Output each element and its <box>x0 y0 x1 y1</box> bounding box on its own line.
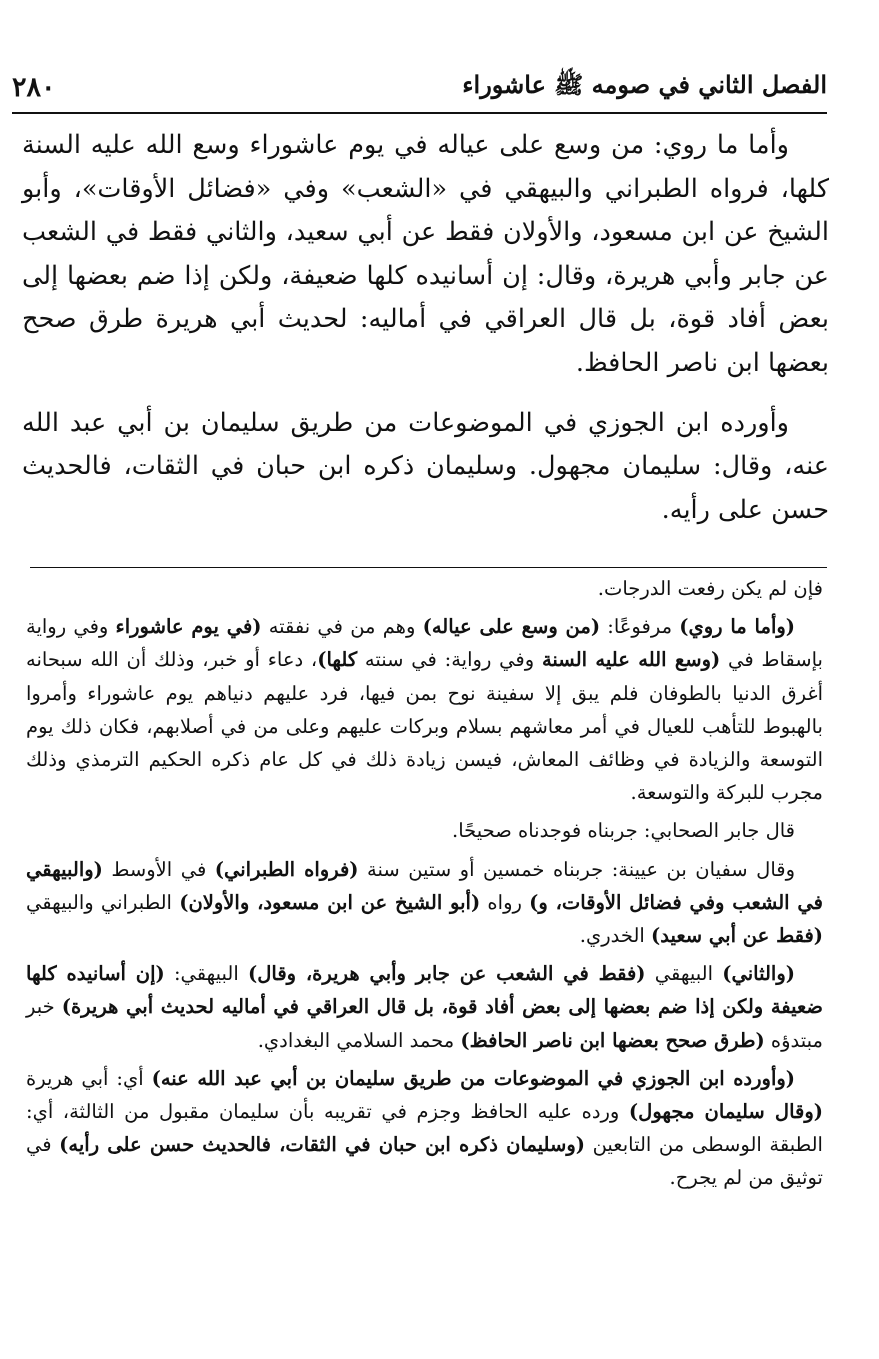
main-text <box>22 124 829 532</box>
main-paragraph-1: وأما ما روي: من وسع على عياله في يوم عاشوراء وسع الله عليه السنة كلها، فرواه الطبراني والبيهقي في «الشعب» وفي «فضائل الأوقات»، وأبو الشيخ عن ابن مسعود، والأولان فقط عن أبي سعيد، والثاني فقط في الشعب عن جابر وأبي هريرة، وقال: إن أسانيده كلها ضعيفة، ولكن إذا ضم بعضها إلى بعض أفاد قوة، بل قال العراقي في أماليه: لحديث أبي هريرة طرق صحح بعضها ابن ناصر الحافظ. <box>22 130 829 378</box>
page-header <box>12 62 827 114</box>
commentary-paragraph-2: (وأما ما روي) مرفوعًا: (من وسع على عياله) وهم من في نفقته (في يوم عاشوراء وفي رواية بإسقاط في (وسع الله عليه السنة وفي رواية: في سنته كلها)، دعاء أو خبر، وذلك أن الله سبحانه أغرق الدنيا بالطوفان فلم يبق إلا سفينة نوح بمن فيها، فرد عليهم دنياهم يوم عاشوراء وأمروا بالهبوط للتأهب للعيال في أمر معاشهم بسلام وبركات عليهم وعلى من في أصلابهم، فكان ذلك يوم التوسعة والزيادة في وظائف المعاش، فيسن زيادة ذلك في كل عام ذكره الحكيم الترمذي وذلك مجرب للبركة والتوسعة. <box>26 615 823 805</box>
commentary-paragraph-4: وقال سفيان بن عيينة: جربناه خمسين أو ستين سنة (فرواه الطبراني) في الأوسط (والبيهقي في الشعب وفي فضائل الأوقات، و) رواه (أبو الشيخ عن ابن مسعود، والأولان) الطبراني والبيهقي (فقط عن أبي سعيد) الخدري. <box>26 857 823 948</box>
commentary-paragraph-6: (وأورده ابن الجوزي في الموضوعات من طريق سليمان بن أبي عبد الله عنه) أي: أبي هريرة (وقال سليمان مجهول) ورده عليه الحافظ وجزم في تقريبه بأن سليمان مقبول من الثالثة، أي: الطبقة الوسطى من التابعين (وسليمان ذكره ابن حبان في الثقات، فالحديث حسن على رأيه) في توثيق من لم يجرح. <box>26 1066 823 1190</box>
commentary-paragraph-3: قال جابر الصحابي: جربناه فوجدناه صحيحًا. <box>452 819 795 843</box>
footnote-divider <box>30 567 827 568</box>
chapter-title: الفصل الثاني في صومه ﷺ عاشوراء <box>462 69 827 99</box>
page-number: ٢٨٠ <box>12 71 56 103</box>
commentary-paragraph-1: فإن لم يكن رفعت الدرجات. <box>597 577 823 600</box>
commentary-text <box>26 572 823 1195</box>
commentary-paragraph-5: (والثاني) البيهقي (فقط في الشعب عن جابر وأبي هريرة، وقال) البيهقي: (إن أسانيده كلها ضعيفة ولكن إذا ضم بعضها إلى بعض أفاد قوة، بل قال العراقي في أماليه لحديث أبي هريرة) خبر مبتدؤه (طرق صحح بعضها ابن ناصر الحافظ) محمد السلامي البغدادي. <box>26 962 823 1052</box>
main-paragraph-2: وأورده ابن الجوزي في الموضوعات من طريق سليمان بن أبي عبد الله عنه، وقال: سليمان مجهول. وسليمان ذكره ابن حبان في الثقات، فالحديث حسن على رأيه. <box>22 407 829 525</box>
